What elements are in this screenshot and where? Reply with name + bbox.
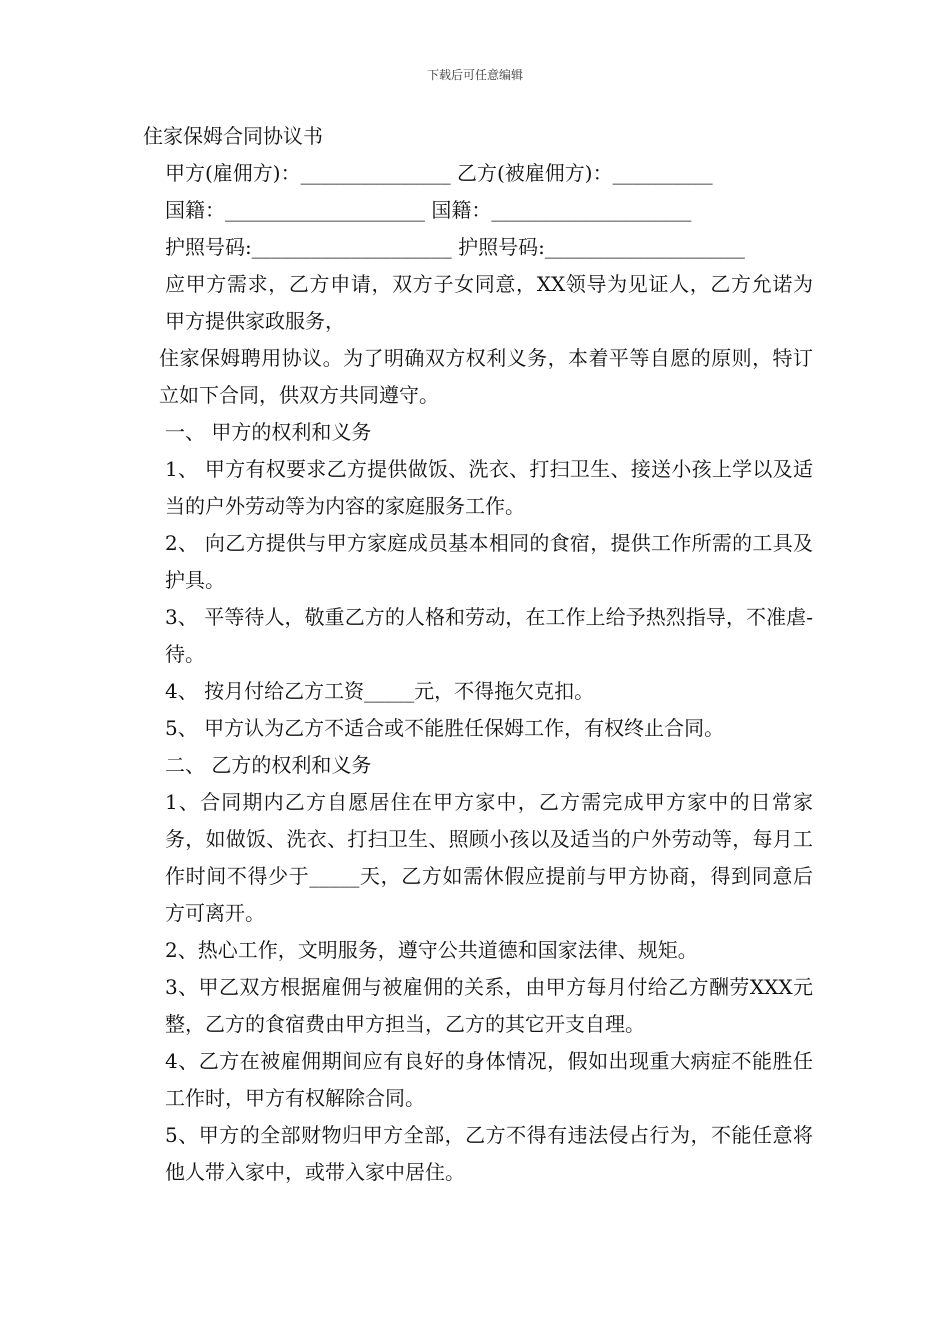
section-1-item: 5、 甲方认为乙方不适合或不能胜任保姆工作，有权终止合同。 [165,716,725,740]
intro-paragraph-2: 住家保姆聘用协议。为了明确双方权利义务，本着平等自愿的原则，特订立如下合同，供双方共同遵守。 [159,346,813,407]
section-2-title: 二、 乙方的权利和义务 [165,753,372,777]
passport-line: 护照号码:____________________ 护照号码:____________________ [165,235,745,259]
section-1-item: 1、 甲方有权要求乙方提供做饭、洗衣、打扫卫生、接送小孩上学以及适当的户外劳动等为内容的家庭服务工作。 [165,457,813,518]
section-2-item: 4、乙方在被雇佣期间应有良好的身体情况，假如出现重大病症不能胜任工作时，甲方有权解除合同。 [165,1049,813,1110]
intro-paragraph-1: 应甲方需求，乙方申请，双方子女同意，XX领导为见证人，乙方允诺为甲方提供家政服务， [165,272,813,333]
section-2-item: 3、甲乙双方根据雇佣与被雇佣的关系，由甲方每月付给乙方酬劳XXX元整，乙方的食宿费由甲方担当，乙方的其它开支自理。 [165,975,813,1036]
page-header-note: 下载后可任意编辑 [426,68,523,82]
section-1-item: 4、 按月付给乙方工资_____元，不得拖欠克扣。 [165,679,595,703]
section-1-item: 2、 向乙方提供与甲方家庭成员基本相同的食宿，提供工作所需的工具及护具。 [165,531,813,592]
document-title: 住家保姆合同协议书 [143,124,323,148]
section-2-item: 2、热心工作，文明服务，遵守公共道德和国家法律、规矩。 [165,938,698,962]
section-2-item: 5、甲方的全部财物归甲方全部，乙方不得有违法侵占行为，不能任意将他人带入家中，或带入家中居住。 [165,1123,813,1184]
section-1-title: 一、 甲方的权利和义务 [165,420,372,444]
nationality-line: 国籍：____________________ 国籍：____________________ [165,198,692,222]
section-2-item: 1、合同期内乙方自愿居住在甲方家中，乙方需完成甲方家中的日常家务，如做饭、洗衣、打扫卫生、照顾小孩以及适当的户外劳动等，每月工作时间不得少于_____天，乙方如需休假应提前与甲方协商，得到同意后方可离开。 [165,790,813,925]
section-1-item: 3、 平等待人，敬重乙方的人格和劳动，在工作上给予热烈指导，不准虐-待。 [165,605,813,666]
document-body [143,118,813,1191]
party-line: 甲方(雇佣方)：_______________ 乙方(被雇佣方)：__________ [165,161,713,185]
